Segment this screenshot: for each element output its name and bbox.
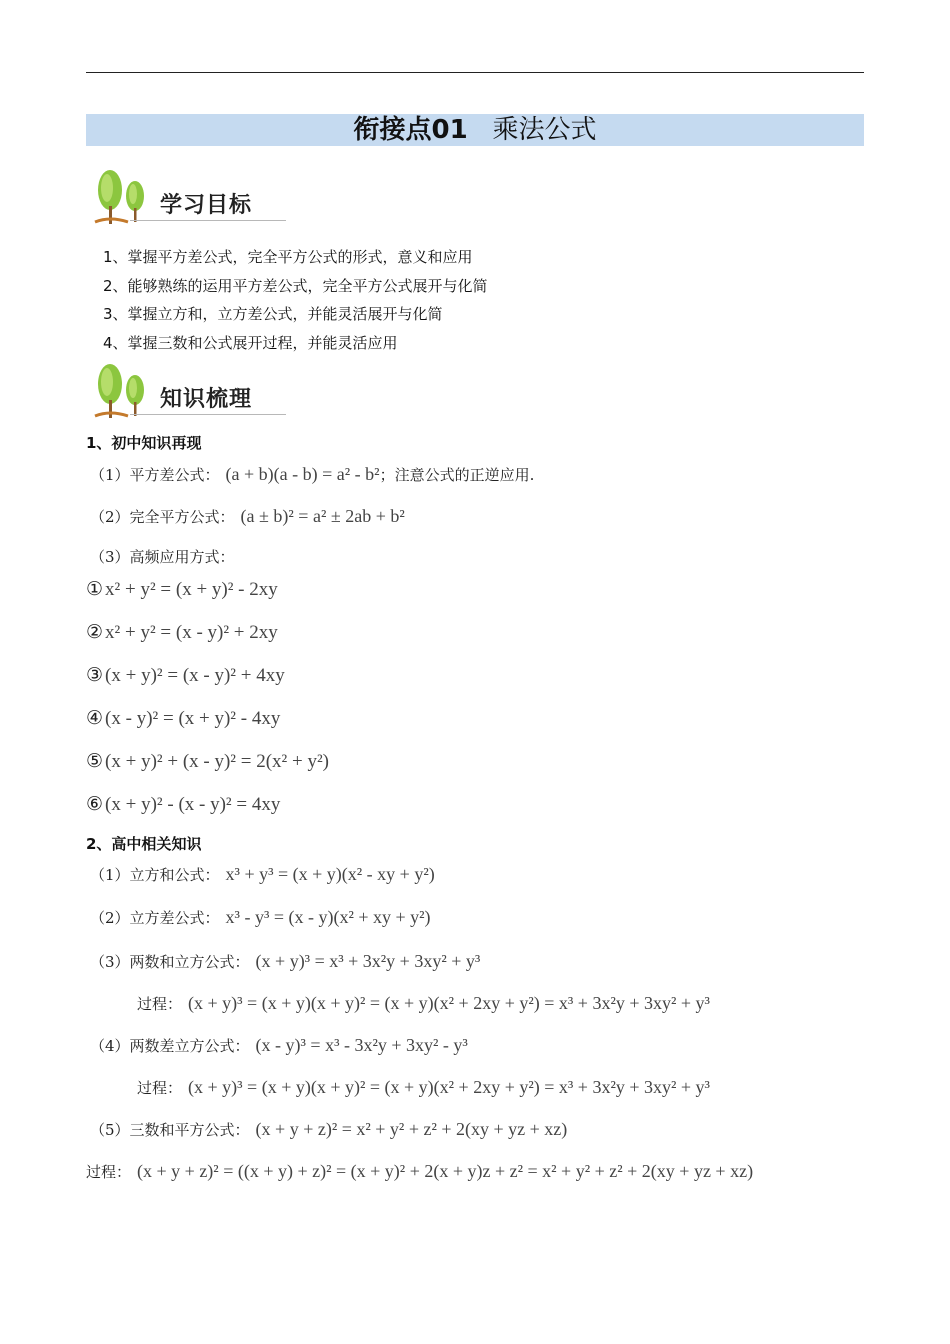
goal-item: 3、掌握立方和，立方差公式，并能灵活展开与化简 <box>103 305 443 323</box>
circled-number: ④ <box>86 707 104 729</box>
formula-label: （4）两数差立方公式： <box>90 1037 250 1055</box>
tree-icon <box>90 168 156 226</box>
formula-label: （2）立方差公式： <box>90 909 220 927</box>
goal-item: 4、掌握三数和公式展开过程，并能灵活应用 <box>103 334 398 352</box>
process-label: 过程： <box>137 995 183 1013</box>
section-knowledge-underline <box>130 414 286 415</box>
part1-heading: 1、初中知识再现 <box>86 434 202 452</box>
circled-number: ⑤ <box>86 750 104 772</box>
formula-row <box>90 464 534 485</box>
formula-row <box>90 1119 567 1140</box>
application-row <box>86 793 280 816</box>
formula: (x + y + z)² = ((x + y) + z)² = (x + y)² + 2(x + y)z + z² = x² + y² + z² + 2(xy + yz + xz) <box>137 1161 754 1181</box>
formula: (x + y)² + (x - y)² = 2(x² + y²) <box>105 751 329 772</box>
title-part2: 乘法公式 <box>492 115 597 145</box>
formula: (x - y)² = (x + y)² - 4xy <box>105 708 281 729</box>
header-rule <box>86 72 864 73</box>
formula-note: ；注意公式的正逆应用. <box>379 466 535 484</box>
section-goals-label: 学习目标 <box>160 193 253 218</box>
formula-label: （3）两数和立方公式： <box>90 953 250 971</box>
circled-number: ⑥ <box>86 793 104 815</box>
section-goals-underline <box>130 220 286 221</box>
title-part1: 衔接点01 <box>353 115 468 145</box>
formula-row <box>90 1035 468 1056</box>
process-label: 过程： <box>86 1163 132 1181</box>
process-row <box>86 1161 753 1182</box>
application-row <box>86 750 329 773</box>
application-row <box>86 707 280 730</box>
application-row <box>86 621 278 644</box>
formula-label: （1）平方差公式： <box>90 466 220 484</box>
process-row <box>137 993 710 1014</box>
circled-number: ③ <box>86 664 104 686</box>
formula-label: （5）三数和平方公式： <box>90 1121 250 1139</box>
formula: x³ + y³ = (x + y)(x² - xy + y²) <box>225 864 435 884</box>
formula-row <box>90 951 480 972</box>
process-row <box>137 1077 710 1098</box>
formula: (x + y)³ = (x + y)(x + y)² = (x + y)(x² + 2xy + y²) = x³ + 3x²y + 3xy² + y³ <box>188 993 710 1013</box>
part2-heading: 2、高中相关知识 <box>86 835 202 853</box>
section-goals-header <box>90 168 290 228</box>
formula-label: （3）高频应用方式： <box>90 548 235 566</box>
formula: x³ - y³ = (x - y)(x² + xy + y²) <box>225 907 431 927</box>
formula: x² + y² = (x - y)² + 2xy <box>105 622 278 643</box>
formula-label: （1）立方和公式： <box>90 866 220 884</box>
formula-row <box>90 907 431 928</box>
process-label: 过程： <box>137 1079 183 1097</box>
goal-item: 1、掌握平方差公式，完全平方公式的形式，意义和应用 <box>103 248 473 266</box>
formula: (x + y)³ = (x + y)(x + y)² = (x + y)(x² + 2xy + y²) = x³ + 3x²y + 3xy² + y³ <box>188 1077 710 1097</box>
tree-icon <box>90 362 156 420</box>
application-row <box>86 578 278 601</box>
formula: (a + b)(a - b) = a² - b² <box>225 464 380 484</box>
formula: (x + y)³ = x³ + 3x²y + 3xy² + y³ <box>255 951 481 971</box>
formula-label: （2）完全平方公式： <box>90 508 235 526</box>
formula: (x + y)² - (x - y)² = 4xy <box>105 794 281 815</box>
formula: x² + y² = (x + y)² - 2xy <box>105 579 278 600</box>
formula: (x + y + z)² = x² + y² + z² + 2(xy + yz + xz) <box>255 1119 568 1139</box>
formula-row <box>90 506 405 527</box>
formula: (x + y)² = (x - y)² + 4xy <box>105 665 285 686</box>
formula: (x - y)³ = x³ - 3x²y + 3xy² - y³ <box>255 1035 468 1055</box>
section-knowledge-label: 知识梳理 <box>160 387 253 412</box>
section-knowledge-header <box>90 362 290 422</box>
goal-item: 2、能够熟练的运用平方差公式，完全平方公式展开与化简 <box>103 277 488 295</box>
page-title <box>86 114 864 146</box>
circled-number: ② <box>86 621 104 643</box>
formula-row <box>90 546 235 567</box>
formula-row <box>90 864 435 885</box>
application-row <box>86 664 285 687</box>
formula: (a ± b)² = a² ± 2ab + b² <box>240 506 405 526</box>
circled-number: ① <box>86 578 104 600</box>
